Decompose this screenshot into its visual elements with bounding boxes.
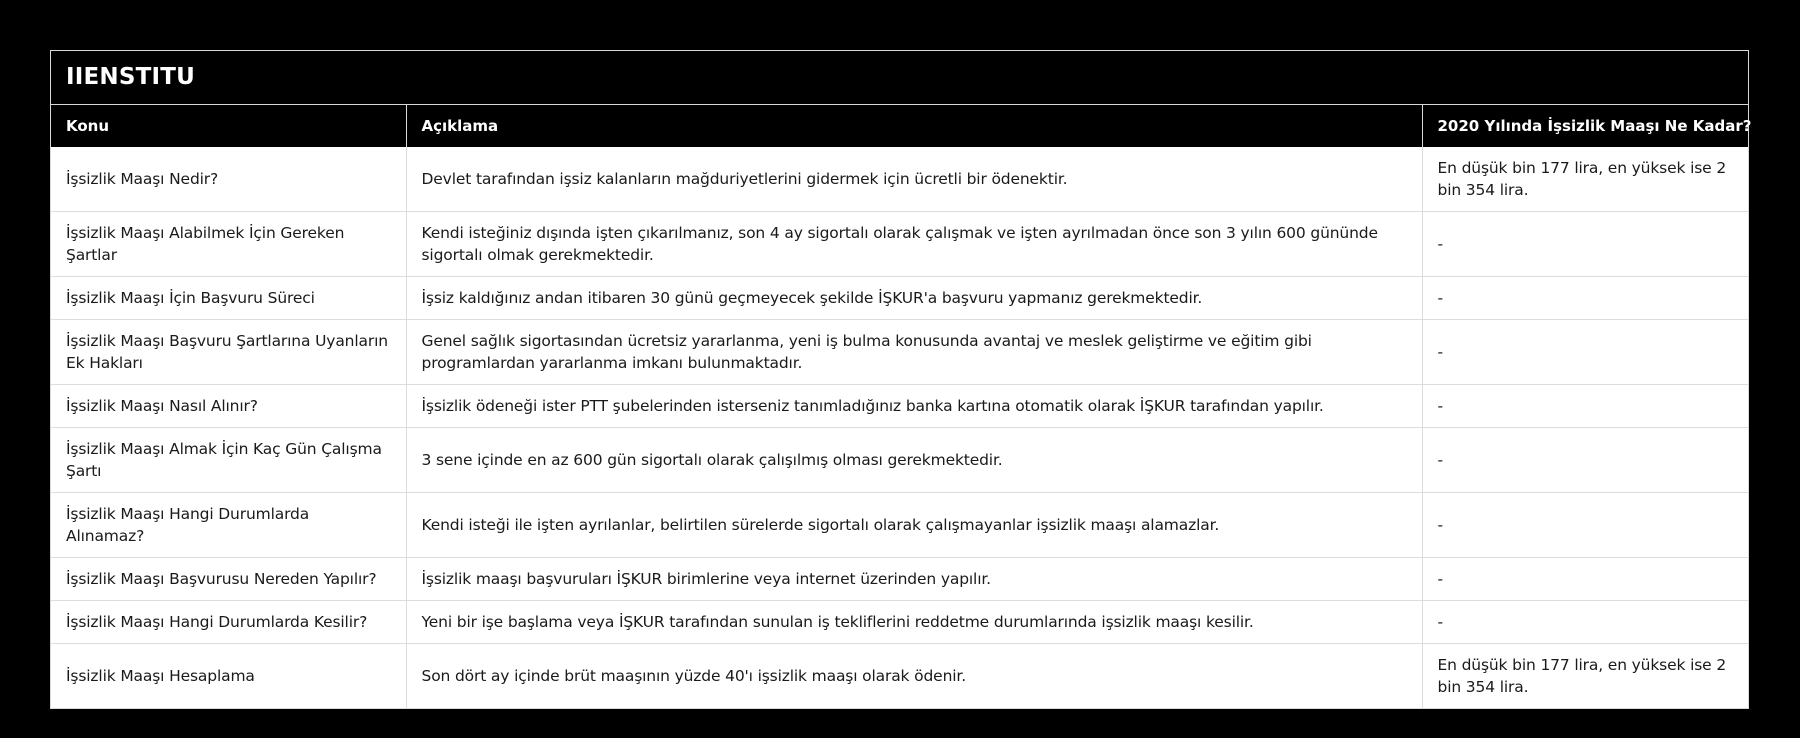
cell-konu: İşsizlik Maaşı Hesaplama	[51, 644, 406, 709]
table-row	[51, 493, 1748, 558]
info-table-card	[50, 50, 1752, 709]
cell-aciklama: Devlet tarafından işsiz kalanların mağduriyetlerini gidermek için ücretli bir ödenektir.	[406, 147, 1422, 212]
cell-aciklama: İşsizlik ödeneği ister PTT şubelerinden isterseniz tanımladığınız banka kartına otomatik olarak İŞKUR tarafından yapılır.	[406, 385, 1422, 428]
table-row	[51, 320, 1748, 385]
column-header-konu: Konu	[51, 105, 406, 147]
table-row	[51, 428, 1748, 493]
cell-maas: -	[1422, 558, 1748, 601]
cell-aciklama: Yeni bir işe başlama veya İŞKUR tarafından sunulan iş tekliflerini reddetme durumlarında işsizlik maaşı kesilir.	[406, 601, 1422, 644]
cell-maas: -	[1422, 320, 1748, 385]
cell-maas: -	[1422, 385, 1748, 428]
cell-konu: İşsizlik Maaşı Alabilmek İçin Gereken Şartlar	[51, 212, 406, 277]
table-row	[51, 385, 1748, 428]
cell-maas: -	[1422, 428, 1748, 493]
cell-aciklama: Son dört ay içinde brüt maaşının yüzde 40'ı işsizlik maaşı olarak ödenir.	[406, 644, 1422, 709]
table-header-row	[51, 105, 1748, 147]
cell-konu: İşsizlik Maaşı Başvurusu Nereden Yapılır?	[51, 558, 406, 601]
cell-konu: İşsizlik Maaşı Nasıl Alınır?	[51, 385, 406, 428]
cell-aciklama: Kendi isteğiniz dışında işten çıkarılmanız, son 4 ay sigortalı olarak çalışmak ve işten ayrılmadan önce son 3 yılın 600 gününde sigortalı olmak gerekmektedir.	[406, 212, 1422, 277]
cell-maas: -	[1422, 601, 1748, 644]
cell-aciklama: Genel sağlık sigortasından ücretsiz yararlanma, yeni iş bulma konusunda avantaj ve meslek geliştirme ve eğitim gibi programlardan yararlanma imkanı bulunmaktadır.	[406, 320, 1422, 385]
cell-aciklama: İşsiz kaldığınız andan itibaren 30 günü geçmeyecek şekilde İŞKUR'a başvuru yapmanız gerekmektedir.	[406, 277, 1422, 320]
cell-aciklama: 3 sene içinde en az 600 gün sigortalı olarak çalışılmış olması gerekmektedir.	[406, 428, 1422, 493]
cell-maas: -	[1422, 212, 1748, 277]
cell-konu: İşsizlik Maaşı Nedir?	[66, 170, 219, 188]
cell-maas: -	[1422, 493, 1748, 558]
info-table	[51, 105, 1752, 708]
table-row	[51, 147, 1748, 212]
table-row	[51, 558, 1748, 601]
table-row	[51, 212, 1748, 277]
table-row	[51, 277, 1748, 320]
column-header-maas: 2020 Yılında İşsizlik Maaşı Ne Kadar?	[1422, 105, 1748, 147]
cell-konu: İşsizlik Maaşı Başvuru Şartlarına Uyanların Ek Hakları	[51, 320, 406, 385]
column-header-aciklama: Açıklama	[406, 105, 1422, 147]
table-row	[51, 601, 1748, 644]
table-title: IIENSTITU	[51, 51, 1748, 105]
cell-aciklama: İşsizlik maaşı başvuruları İŞKUR birimlerine veya internet üzerinden yapılır.	[406, 558, 1422, 601]
table-row	[51, 644, 1748, 709]
cell-konu: İşsizlik Maaşı Hangi Durumlarda Kesilir?	[51, 601, 406, 644]
cell-maas: En düşük bin 177 lira, en yüksek ise 2 bin 354 lira.	[1422, 147, 1748, 212]
cell-konu: İşsizlik Maaşı İçin Başvuru Süreci	[51, 277, 406, 320]
cell-maas: -	[1422, 277, 1748, 320]
cell-konu: İşsizlik Maaşı Almak İçin Kaç Gün Çalışma Şartı	[51, 428, 406, 493]
cell-aciklama: Kendi isteği ile işten ayrılanlar, belirtilen sürelerde sigortalı olarak çalışmayanlar işsizlik maaşı alamazlar.	[406, 493, 1422, 558]
cell-maas: En düşük bin 177 lira, en yüksek ise 2 bin 354 lira.	[1422, 644, 1748, 709]
cell-konu: İşsizlik Maaşı Hangi Durumlarda Alınamaz?	[51, 493, 406, 558]
